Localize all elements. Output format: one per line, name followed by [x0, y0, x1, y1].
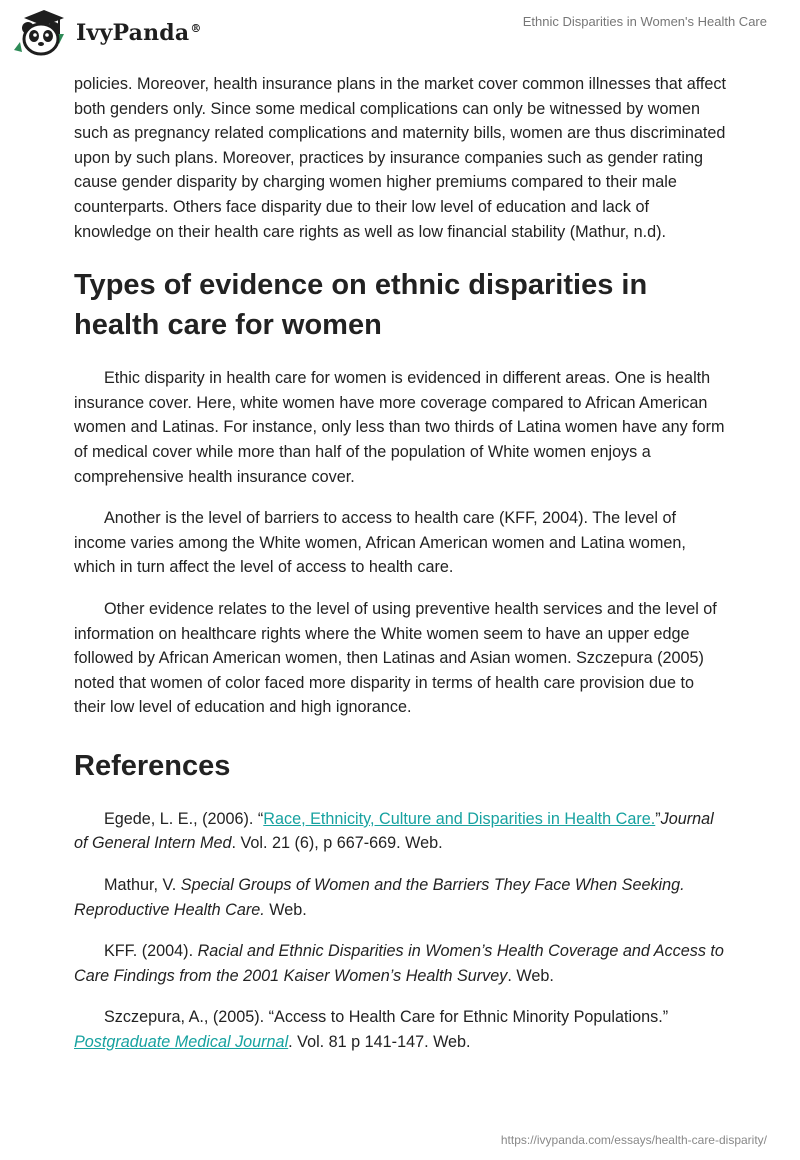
reference-item-kff: [74, 939, 729, 988]
intro-paragraph: policies. Moreover, health insurance plans in the market cover common illnesses that affect both genders only. Since some medical complications can only be witnessed by women such as pregnancy related complications and maternity bills, women are thus discriminated upon by such plans. Moreover, practices by insurance companies such as gender rating cause gender disparity by charging women higher premiums compared to their male counterparts. Others face disparity due to their low level of education and lack of knowledge on their health care rights as well as low financial stability (Mathur, n.d).: [74, 75, 727, 241]
reference-text: Szczepura, A., (2005). “Access to Health Care for Ethnic Minority Populations.”: [104, 1008, 669, 1027]
reference-link-egede[interactable]: Race, Ethnicity, Culture and Disparities in Health Care.: [263, 809, 656, 828]
section-heading-types: Types of evidence on ethnic disparities in health care for women: [74, 269, 648, 342]
reference-text: Web.: [264, 900, 307, 919]
article-content: [74, 72, 729, 1055]
reference-text: KFF. (2004).: [104, 942, 198, 961]
reference-journal: Journal of General Intern Med: [74, 809, 714, 853]
reference-link-szczepura[interactable]: Postgraduate Medical Journal: [74, 1033, 289, 1052]
reference-item-egede: [74, 807, 729, 856]
footer-url: https://ivypanda.com/essays/health-care-disparity/: [500, 1133, 767, 1147]
logo[interactable]: [14, 8, 202, 58]
running-title: Ethnic Disparities in Women's Health Care: [522, 14, 767, 29]
reference-text: Egede, L. E., (2006). “: [104, 809, 264, 828]
reference-text: ”: [655, 809, 661, 828]
types-paragraph-2: Another is the level of barriers to access to health care (KFF, 2004). The level of income varies among the White women, African American women and Latina women, which in turn affect the level of access to health care.: [74, 509, 686, 577]
types-paragraph-1: Ethic disparity in health care for women is evidenced in different areas. One is health insurance cover. Here, white women have more coverage compared to African American women and Latinas. For instance, only less than two thirds of Latina women have any form of medical cover while more than half of the population of White women enjoys a comprehensive health insurance cover.: [74, 369, 725, 486]
reference-item-szczepura: [74, 1005, 729, 1054]
logo-wordmark: IvyPanda®: [76, 20, 202, 46]
reference-text: Mathur, V.: [104, 876, 181, 895]
reference-text: . Web.: [507, 966, 554, 985]
reference-text: . Vol. 81 p 141-147. Web.: [288, 1033, 471, 1052]
reference-title: Special Groups of Women and the Barriers They Face When Seeking. Reproductive Health Care.: [74, 876, 685, 919]
reference-text: . Vol. 21 (6), p 667-669. Web.: [231, 834, 443, 853]
references-heading: References: [74, 749, 231, 782]
registered-mark: ®: [190, 21, 202, 35]
panda-logo-icon: [14, 8, 70, 58]
reference-title: Racial and Ethnic Disparities in Women’s Health Coverage and Access to Care Findings from the 2001 Kaiser Women’s Health Survey: [74, 942, 724, 985]
reference-item-mathur: [74, 873, 729, 922]
types-paragraph-3: Other evidence relates to the level of using preventive health services and the level of information on healthcare rights where the White women seem to have an upper edge followed by African American women, then Latinas and Asian women. Szczepura (2005) noted that women of color faced more disparity in terms of health care provision due to their low level of education and high ignorance.: [74, 599, 717, 717]
page-header: [0, 0, 800, 70]
